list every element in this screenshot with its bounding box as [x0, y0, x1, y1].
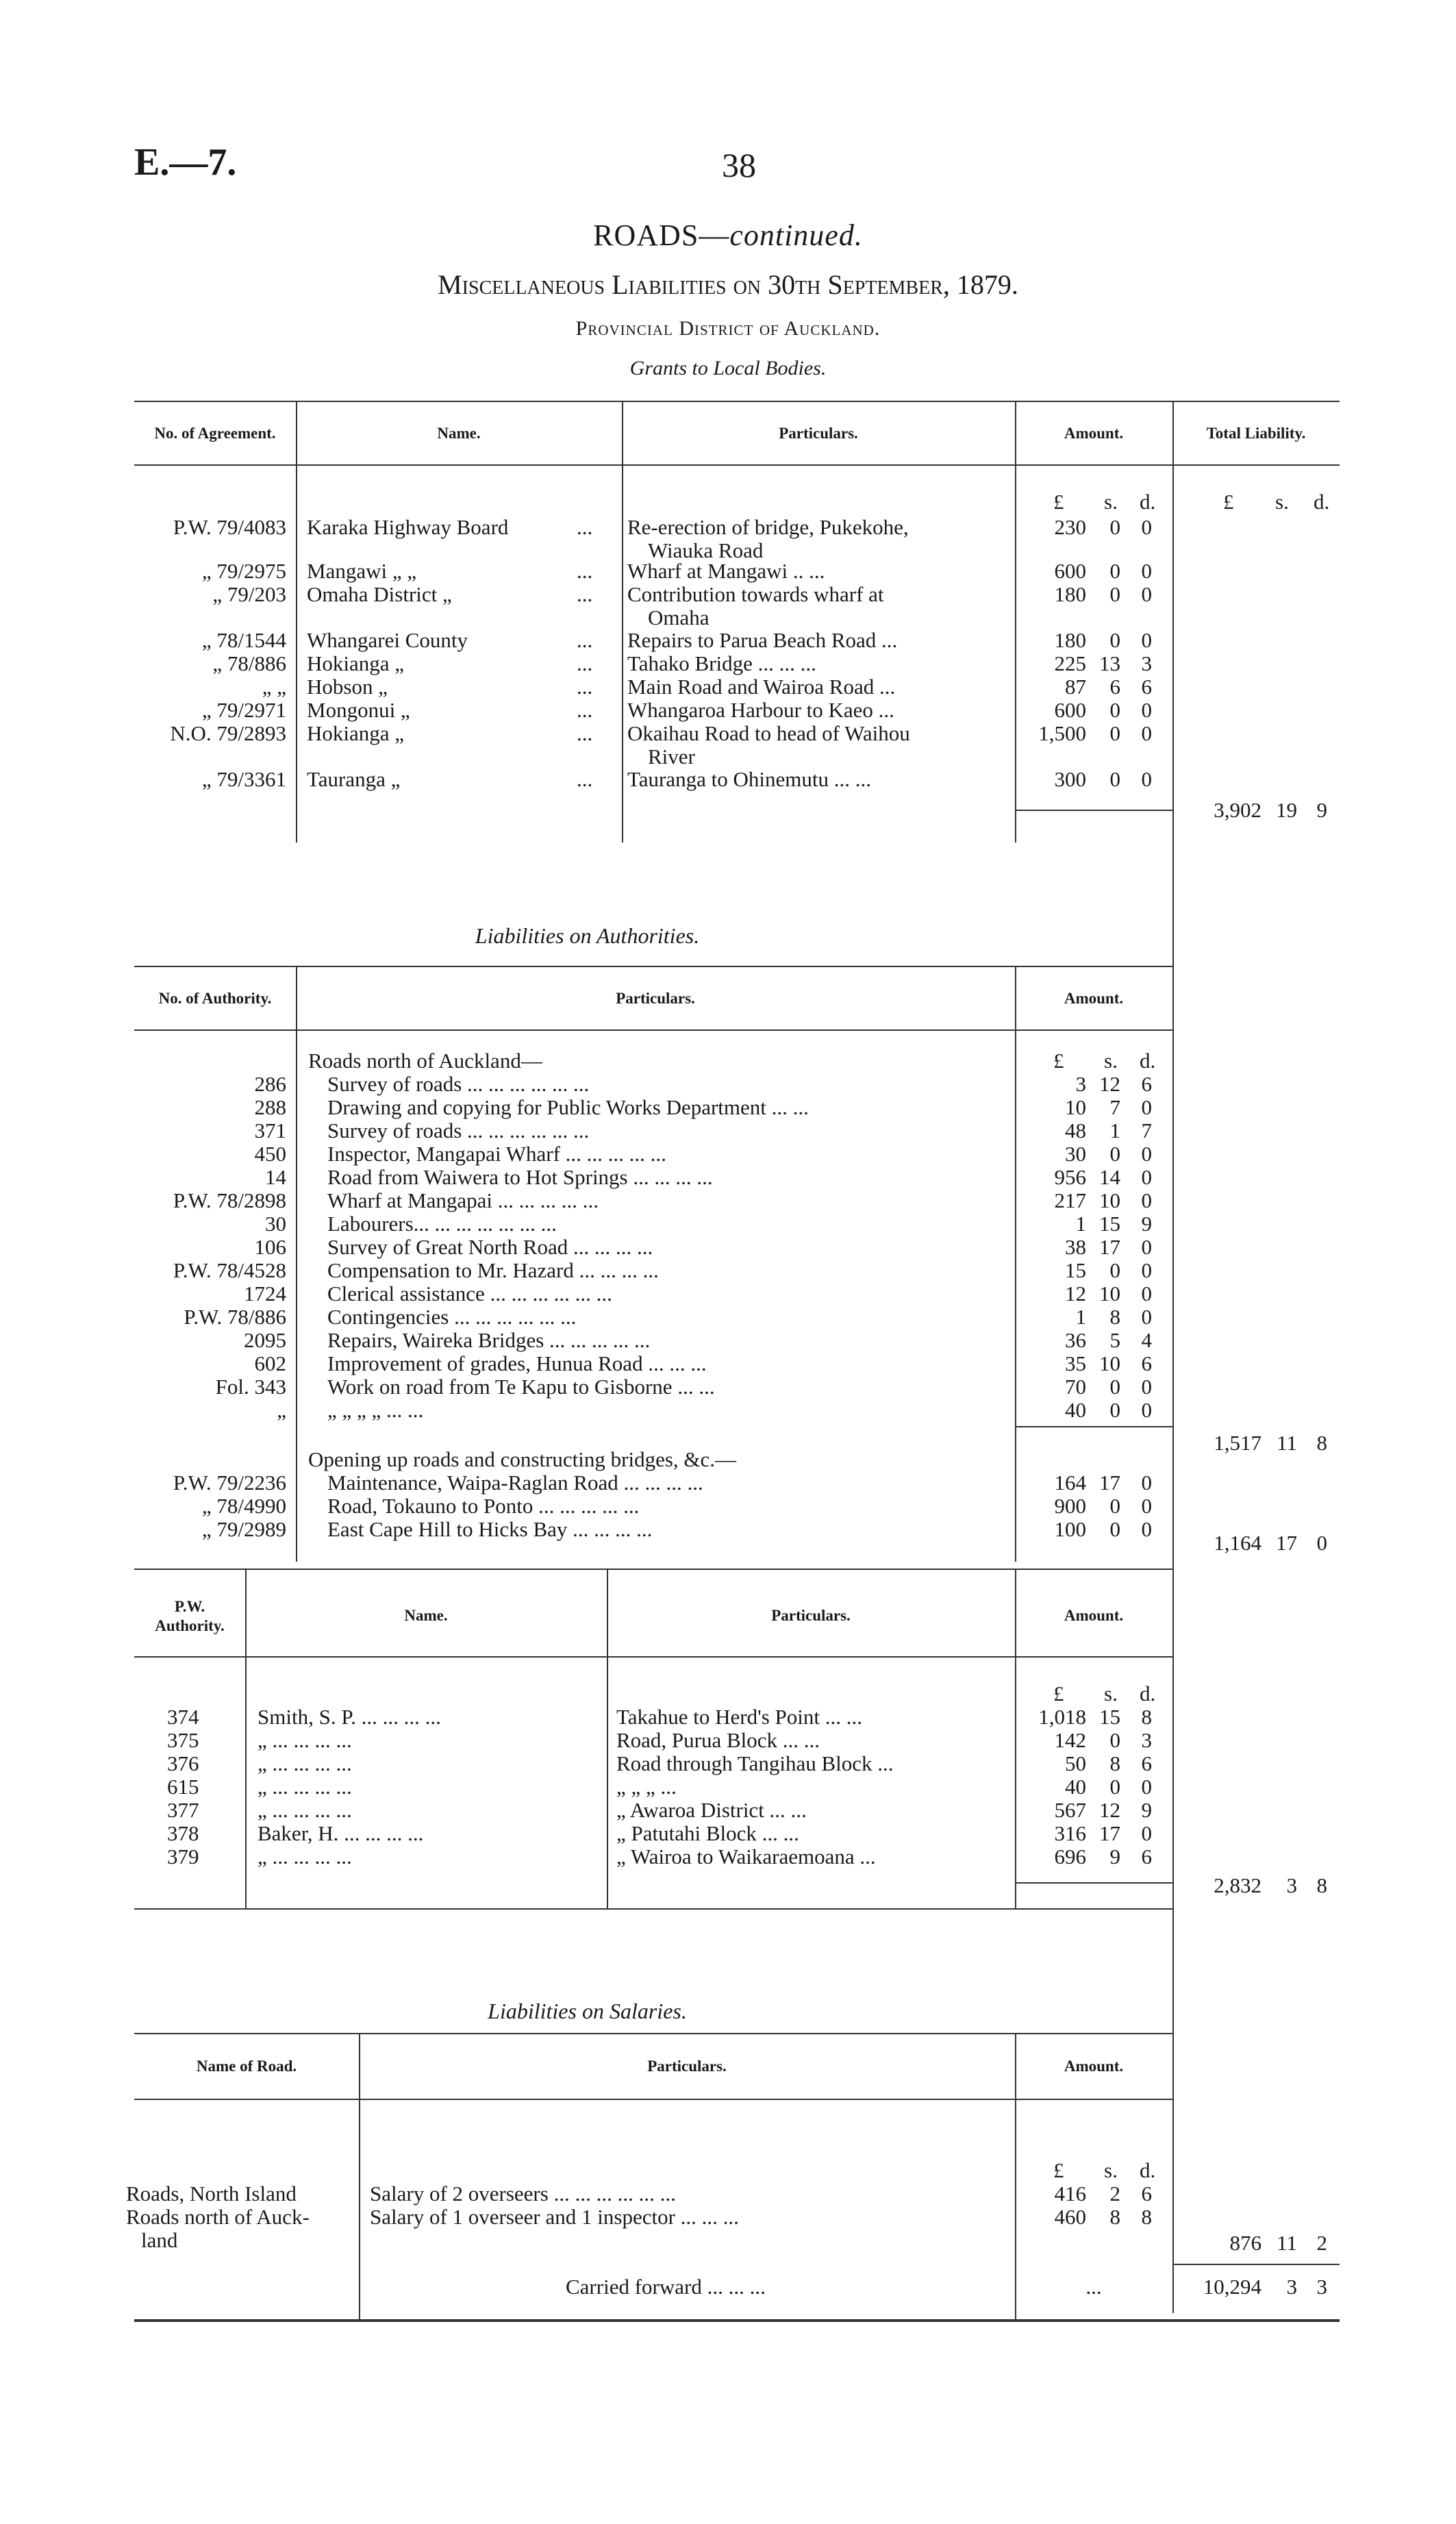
pw-particulars: Road through Tangihau Block ... — [616, 1751, 894, 1775]
authority-amount-pounds: 40 — [1065, 1398, 1086, 1422]
authority-amount-pounds: 164 — [1054, 1471, 1086, 1495]
pw-amount-shillings: 0 — [1109, 1775, 1120, 1799]
pw-amount-pence: 8 — [1141, 1705, 1152, 1729]
authority-particulars: Road, Tokauno to Ponto ... ... ... ... ... — [327, 1494, 640, 1518]
authority-amount-shillings: 14 — [1099, 1165, 1120, 1189]
pw-name: Baker, H. ... ... ... ... — [258, 1821, 424, 1845]
report-code: E.—7. — [134, 141, 237, 184]
pw-amount-shillings: 17 — [1099, 1821, 1120, 1845]
col-header-agreement: No. of Agreement. — [154, 425, 276, 442]
authority-particulars: East Cape Hill to Hicks Bay ... ... ... ... — [327, 1517, 653, 1541]
pw-total-pence: 8 — [1316, 1873, 1327, 1897]
authority-no: 288 — [254, 1095, 286, 1119]
pw-amount-pence: 0 — [1141, 1775, 1152, 1799]
grants-total-pounds: 3,902 — [1214, 798, 1262, 822]
authority-amount-pounds: 30 — [1065, 1142, 1086, 1166]
auth-currency-pence: d. — [1140, 1049, 1156, 1073]
agreement-no: „ 79/3361 — [201, 767, 286, 791]
sal-currency-pound: £ — [1053, 2158, 1064, 2182]
authority-amount-pence: 0 — [1141, 1282, 1152, 1305]
authorities-section-title: Liabilities on Authorities. — [475, 923, 700, 948]
agreement-no: N.O. 79/2893 — [170, 721, 286, 745]
grant-amount-shillings: 6 — [1109, 675, 1120, 699]
agreement-no: „ 78/886 — [212, 651, 286, 675]
pw-currency-pound: £ — [1053, 1682, 1064, 1705]
pw-amount-pounds: 50 — [1065, 1751, 1086, 1775]
carried-forward-pounds: 10,294 — [1203, 2275, 1262, 2299]
grant-amount-pence: 0 — [1141, 582, 1152, 606]
authority-no: 286 — [254, 1072, 286, 1096]
authority-amount-pounds: 12 — [1065, 1282, 1086, 1305]
salary-amount-pounds: 460 — [1054, 2205, 1086, 2229]
currency-pound: £ — [1053, 490, 1064, 514]
grantee-name: Mongonui „ — [307, 698, 410, 722]
authority-amount-pounds: 10 — [1065, 1095, 1086, 1119]
authority-particulars: Improvement of grades, Hunua Road ... ... ... — [327, 1351, 707, 1375]
grant-particulars: Whangaroa Harbour to Kaeo ... — [627, 698, 894, 722]
authority-no: 2095 — [244, 1328, 286, 1352]
grant-amount-pounds: 180 — [1054, 628, 1086, 652]
pw-name: „ ... ... ... ... — [258, 1798, 352, 1822]
authority-amount-shillings: 10 — [1099, 1282, 1120, 1305]
auth-group2-total-pounds: 1,164 — [1214, 1531, 1262, 1555]
auth-currency-pound: £ — [1053, 1049, 1064, 1073]
authority-amount-pounds: 36 — [1065, 1328, 1086, 1352]
authority-amount-pence: 0 — [1141, 1305, 1152, 1329]
authority-amount-shillings: 15 — [1099, 1212, 1120, 1236]
authority-no: P.W. 78/2898 — [173, 1188, 286, 1212]
pw-amount-pounds: 567 — [1054, 1798, 1086, 1822]
agreement-no: P.W. 79/4083 — [173, 515, 286, 539]
grantee-name: Omaha District „ — [307, 582, 452, 606]
pw-currency-pence: d. — [1140, 1682, 1156, 1705]
authority-amount-shillings: 8 — [1109, 1305, 1120, 1329]
auth-group1-total-shillings: 11 — [1277, 1431, 1297, 1455]
salary-amount-pence: 8 — [1141, 2205, 1152, 2229]
col-header-sal-name: Name of Road. — [196, 2058, 297, 2075]
col-header-total: Total Liability. — [1206, 425, 1306, 442]
authority-no: P.W. 79/2236 — [173, 1471, 286, 1495]
salary-particulars: Salary of 2 overseers ... ... ... ... ... ... — [370, 2182, 676, 2206]
col-header-amount: Amount. — [1064, 425, 1124, 442]
col-header-particulars: Particulars. — [779, 425, 858, 442]
grantee-name: Karaka Highway Board — [307, 515, 509, 539]
pw-name: „ ... ... ... ... — [258, 1751, 352, 1775]
grantee-name: Mangawi „ „ — [307, 559, 417, 583]
grant-particulars-cont: Omaha — [648, 605, 710, 629]
grant-amount-pounds: 225 — [1054, 651, 1086, 675]
pw-amount-pence: 6 — [1141, 1751, 1152, 1775]
col-header-pw-amount: Amount. — [1064, 1607, 1124, 1624]
authority-particulars: Survey of roads ... ... ... ... ... ... — [327, 1119, 590, 1142]
authority-no: P.W. 78/886 — [184, 1305, 286, 1329]
grants-total-pence: 9 — [1316, 798, 1327, 822]
pw-currency-shilling: s. — [1104, 1682, 1118, 1705]
pw-name: „ ... ... ... ... — [258, 1775, 352, 1799]
authority-amount-pence: 0 — [1141, 1471, 1152, 1495]
page-number: 38 — [722, 146, 756, 184]
authority-amount-pence: 0 — [1141, 1258, 1152, 1282]
auth-group1-total-pounds: 1,517 — [1214, 1431, 1262, 1455]
grantee-name: Tauranga „ — [307, 767, 401, 791]
authority-no: Fol. 343 — [215, 1375, 286, 1399]
authority-amount-shillings: 12 — [1099, 1072, 1120, 1096]
auth-group1-total-pence: 8 — [1316, 1431, 1327, 1455]
grants-section-title: Grants to Local Bodies. — [629, 357, 827, 379]
pw-amount-shillings: 9 — [1109, 1845, 1120, 1869]
grant-particulars: Tauranga to Ohinemutu ... ... — [627, 767, 871, 791]
salary-amount-pence: 6 — [1141, 2182, 1152, 2206]
pw-amount-pounds: 1,018 — [1038, 1705, 1086, 1729]
grant-amount-pounds: 230 — [1054, 515, 1086, 539]
page-subtitle: Miscellaneous Liabilities on 30th September, 1879. — [438, 269, 1018, 300]
pw-name: „ ... ... ... ... — [258, 1845, 352, 1869]
pw-authority-no: 378 — [167, 1821, 199, 1845]
col-header-pw-name: Name. — [404, 1607, 448, 1624]
col-header-auth-amount: Amount. — [1064, 990, 1124, 1007]
authority-amount-shillings: 0 — [1109, 1494, 1120, 1518]
authority-amount-pence: 6 — [1141, 1072, 1152, 1096]
authority-amount-pounds: 956 — [1054, 1165, 1086, 1189]
authority-particulars: Work on road from Te Kapu to Gisborne ... ... — [327, 1375, 715, 1399]
agreement-no: „ 79/203 — [212, 582, 286, 606]
name-leader-dots: ... — [577, 582, 593, 606]
authority-amount-pence: 0 — [1141, 1142, 1152, 1166]
pw-particulars: „ Awaroa District ... ... — [616, 1798, 807, 1822]
authority-amount-shillings: 17 — [1099, 1471, 1120, 1495]
grant-amount-shillings: 0 — [1109, 628, 1120, 652]
authority-amount-pounds: 35 — [1065, 1351, 1086, 1375]
pw-name: „ ... ... ... ... — [258, 1728, 352, 1752]
grant-particulars: Repairs to Parua Beach Road ... — [627, 628, 898, 652]
pw-authority-no: 375 — [167, 1728, 199, 1752]
district-title: Provincial District of Auckland. — [575, 317, 881, 340]
authority-amount-pence: 4 — [1141, 1328, 1152, 1352]
authority-particulars: Road from Waiwera to Hot Springs ... ... ... ... — [327, 1165, 713, 1189]
authority-amount-pence: 0 — [1141, 1494, 1152, 1518]
grant-amount-pounds: 600 — [1054, 559, 1086, 583]
authority-particulars: „ „ „ „ ... ... — [327, 1398, 424, 1422]
authority-amount-pence: 0 — [1141, 1095, 1152, 1119]
auth-group2-total-shillings: 17 — [1276, 1531, 1297, 1555]
authority-amount-pence: 0 — [1141, 1165, 1152, 1189]
authority-amount-shillings: 17 — [1099, 1235, 1120, 1259]
salary-amount-shillings: 8 — [1109, 2205, 1120, 2229]
pw-total-pounds: 2,832 — [1214, 1873, 1262, 1897]
authority-particulars: Labourers... ... ... ... ... ... ... — [327, 1212, 557, 1236]
authority-no: „ — [277, 1398, 286, 1422]
authority-amount-shillings: 10 — [1099, 1188, 1120, 1212]
pw-amount-shillings: 12 — [1099, 1798, 1120, 1822]
group1-title: Roads north of Auckland— — [308, 1049, 542, 1073]
salary-road-name: Roads north of Auck- — [126, 2205, 310, 2229]
grant-particulars: Tahako Bridge ... ... ... — [627, 651, 816, 675]
grant-amount-pence: 0 — [1141, 767, 1152, 791]
grant-amount-pounds: 600 — [1054, 698, 1086, 722]
carried-forward-pence: 3 — [1316, 2275, 1327, 2299]
page-title: ROADS—continued. — [593, 218, 863, 252]
pw-amount-shillings: 8 — [1109, 1751, 1120, 1775]
pw-amount-pence: 0 — [1141, 1821, 1152, 1845]
grant-particulars: Okaihau Road to head of Waihou — [627, 721, 910, 745]
pw-name: Smith, S. P. ... ... ... ... — [258, 1705, 441, 1729]
auth-group2-total-pence: 0 — [1316, 1531, 1327, 1555]
authority-particulars: Wharf at Mangapai ... ... ... ... ... — [327, 1188, 599, 1212]
col-header-authority: No. of Authority. — [158, 990, 272, 1007]
currency-pence: d. — [1140, 490, 1156, 514]
grant-amount-pence: 0 — [1141, 515, 1152, 539]
pw-amount-pence: 9 — [1141, 1798, 1152, 1822]
grantee-name: Hokianga „ — [307, 721, 405, 745]
authority-no: 371 — [254, 1119, 286, 1142]
grant-amount-pounds: 1,500 — [1038, 721, 1086, 745]
authority-no: 1724 — [244, 1282, 286, 1305]
grants-total-shillings: 19 — [1276, 798, 1297, 822]
salary-road-name: Roads, North Island — [126, 2182, 297, 2206]
authority-particulars: Contingencies ... ... ... ... ... ... — [327, 1305, 577, 1329]
authority-amount-shillings: 0 — [1109, 1375, 1120, 1399]
pw-particulars: Takahue to Herd's Point ... ... — [616, 1705, 862, 1729]
authority-particulars: Compensation to Mr. Hazard ... ... ... ... — [327, 1258, 659, 1282]
authority-no: 450 — [254, 1142, 286, 1166]
pw-authority-no: 376 — [167, 1751, 199, 1775]
col-header-pw-authority: P.W. Authority. — [155, 1598, 225, 1634]
authority-amount-pounds: 1 — [1075, 1305, 1086, 1329]
pw-amount-shillings: 0 — [1109, 1728, 1120, 1752]
salary-particulars: Salary of 1 overseer and 1 inspector ... ... ... — [370, 2205, 739, 2229]
grantee-name: Whangarei County — [307, 628, 468, 652]
authority-particulars: Maintenance, Waipa-Raglan Road ... ... ... ... — [327, 1471, 703, 1495]
name-leader-dots: ... — [577, 675, 593, 699]
authority-amount-pounds: 100 — [1054, 1517, 1086, 1541]
pw-authority-no: 377 — [167, 1798, 199, 1822]
grant-amount-pounds: 180 — [1054, 582, 1086, 606]
sal-total-shillings: 11 — [1277, 2231, 1297, 2255]
grant-amount-pence: 6 — [1141, 675, 1152, 699]
authority-particulars: Survey of roads ... ... ... ... ... ... — [327, 1072, 590, 1096]
pw-authority-no: 615 — [167, 1775, 199, 1799]
pw-particulars: Road, Purua Block ... ... — [616, 1728, 820, 1752]
grant-particulars: Re-erection of bridge, Pukekohe, — [627, 515, 909, 539]
pw-amount-pounds: 316 — [1054, 1821, 1086, 1845]
name-leader-dots: ... — [577, 767, 593, 791]
salaries-section-title: Liabilities on Salaries. — [488, 1999, 687, 2023]
name-leader-dots: ... — [577, 559, 593, 583]
col-header-pw-particulars: Particulars. — [771, 1607, 851, 1624]
authority-no: „ 78/4990 — [201, 1494, 286, 1518]
grant-amount-pence: 0 — [1141, 628, 1152, 652]
grant-amount-shillings: 0 — [1109, 559, 1120, 583]
grant-amount-pounds: 87 — [1065, 675, 1086, 699]
authority-amount-pence: 9 — [1141, 1212, 1152, 1236]
auth-currency-shilling: s. — [1104, 1049, 1118, 1073]
authority-amount-pounds: 3 — [1075, 1072, 1086, 1096]
col-header-name: Name. — [437, 425, 481, 442]
carried-forward-dots: ... — [1085, 2275, 1102, 2299]
authority-amount-pence: 0 — [1141, 1188, 1152, 1212]
grant-particulars-cont: River — [648, 745, 695, 769]
pw-amount-pounds: 40 — [1065, 1775, 1086, 1799]
authority-particulars: Clerical assistance ... ... ... ... ... ... — [327, 1282, 612, 1305]
authority-particulars: Drawing and copying for Public Works Department ... ... — [327, 1095, 809, 1119]
authority-amount-pence: 7 — [1141, 1119, 1152, 1142]
pw-amount-pounds: 696 — [1054, 1845, 1086, 1869]
grant-amount-pence: 3 — [1141, 651, 1152, 675]
sal-total-pounds: 876 — [1229, 2231, 1262, 2255]
salary-amount-pounds: 416 — [1054, 2182, 1086, 2206]
grant-amount-pence: 0 — [1141, 721, 1152, 745]
grant-amount-shillings: 13 — [1099, 651, 1120, 675]
pw-particulars: „ „ „ ... — [616, 1775, 677, 1799]
authority-no: 30 — [265, 1212, 286, 1236]
grant-particulars: Contribution towards wharf at — [627, 582, 884, 606]
col-header-sal-amount: Amount. — [1064, 2058, 1124, 2075]
total-currency-pence: d. — [1314, 490, 1330, 514]
agreement-no: „ „ — [262, 675, 286, 699]
authority-no: „ 79/2989 — [201, 1517, 286, 1541]
group2-title: Opening up roads and constructing bridges, &c.— — [308, 1447, 737, 1471]
name-leader-dots: ... — [577, 721, 593, 745]
authority-amount-pounds: 48 — [1065, 1119, 1086, 1142]
total-currency-pound: £ — [1223, 490, 1234, 514]
authority-amount-shillings: 0 — [1109, 1258, 1120, 1282]
grant-amount-shillings: 0 — [1109, 582, 1120, 606]
pw-amount-pence: 3 — [1141, 1728, 1152, 1752]
authority-no: 14 — [265, 1165, 286, 1189]
grantee-name: Hobson „ — [307, 675, 388, 699]
col-header-auth-particulars: Particulars. — [616, 990, 695, 1007]
agreement-no: „ 79/2971 — [201, 698, 286, 722]
sal-total-pence: 2 — [1316, 2231, 1327, 2255]
grantee-name: Hokianga „ — [307, 651, 405, 675]
authority-particulars: Repairs, Waireka Bridges ... ... ... ... ... — [327, 1328, 651, 1352]
col-header-sal-particulars: Particulars. — [647, 2058, 727, 2075]
grant-amount-shillings: 0 — [1109, 767, 1120, 791]
grant-amount-shillings: 0 — [1109, 515, 1120, 539]
authority-amount-shillings: 7 — [1109, 1095, 1120, 1119]
authority-amount-pence: 0 — [1141, 1517, 1152, 1541]
authority-amount-pence: 0 — [1141, 1375, 1152, 1399]
authority-amount-shillings: 0 — [1109, 1142, 1120, 1166]
pw-amount-pounds: 142 — [1054, 1728, 1086, 1752]
grant-amount-shillings: 0 — [1109, 721, 1120, 745]
salary-road-name-cont: land — [141, 2228, 178, 2252]
pw-amount-shillings: 15 — [1099, 1705, 1120, 1729]
authority-no: 106 — [254, 1235, 286, 1259]
pw-particulars: „ Patutahi Block ... ... — [616, 1821, 799, 1845]
authority-amount-pence: 0 — [1141, 1398, 1152, 1422]
authority-amount-shillings: 5 — [1109, 1328, 1120, 1352]
pw-authority-no: 374 — [167, 1705, 199, 1729]
grant-particulars: Main Road and Wairoa Road ... — [627, 675, 896, 699]
authority-amount-pounds: 70 — [1065, 1375, 1086, 1399]
authority-particulars: Survey of Great North Road ... ... ... ... — [327, 1235, 653, 1259]
authority-amount-pounds: 900 — [1054, 1494, 1086, 1518]
carried-forward-shillings: 3 — [1286, 2275, 1297, 2299]
pw-amount-pence: 6 — [1141, 1845, 1152, 1869]
pw-particulars: „ Wairoa to Waikaraemoana ... — [616, 1845, 876, 1869]
authority-amount-pence: 6 — [1141, 1351, 1152, 1375]
authority-amount-shillings: 1 — [1109, 1119, 1120, 1142]
authority-amount-shillings: 0 — [1109, 1398, 1120, 1422]
authority-amount-pounds: 15 — [1065, 1258, 1086, 1282]
grant-particulars-cont: Wiauka Road — [648, 538, 764, 562]
authority-no: 602 — [254, 1351, 286, 1375]
authority-particulars: Inspector, Mangapai Wharf ... ... ... ... ... — [327, 1142, 666, 1166]
name-leader-dots: ... — [577, 628, 593, 652]
pw-total-shillings: 3 — [1286, 1873, 1297, 1897]
grant-amount-shillings: 0 — [1109, 698, 1120, 722]
currency-shilling: s. — [1104, 490, 1118, 514]
agreement-no: „ 79/2975 — [201, 559, 286, 583]
name-leader-dots: ... — [577, 515, 593, 539]
agreement-no: „ 78/1544 — [201, 628, 286, 652]
grant-particulars: Wharf at Mangawi .. ... — [627, 559, 825, 583]
grant-amount-pence: 0 — [1141, 559, 1152, 583]
authority-amount-pounds: 1 — [1075, 1212, 1086, 1236]
name-leader-dots: ... — [577, 698, 593, 722]
sal-currency-pence: d. — [1140, 2158, 1156, 2182]
authority-amount-shillings: 0 — [1109, 1517, 1120, 1541]
grant-amount-pounds: 300 — [1054, 767, 1086, 791]
authority-no: P.W. 78/4528 — [173, 1258, 286, 1282]
total-currency-shilling: s. — [1275, 490, 1289, 514]
name-leader-dots: ... — [577, 651, 593, 675]
salary-amount-shillings: 2 — [1109, 2182, 1120, 2206]
sal-currency-shilling: s. — [1104, 2158, 1118, 2182]
carried-forward-label: Carried forward ... ... ... — [566, 2275, 766, 2299]
grant-amount-pence: 0 — [1141, 698, 1152, 722]
authority-amount-pounds: 217 — [1054, 1188, 1086, 1212]
authority-amount-pounds: 38 — [1065, 1235, 1086, 1259]
pw-authority-no: 379 — [167, 1845, 199, 1869]
authority-amount-shillings: 10 — [1099, 1351, 1120, 1375]
authority-amount-pence: 0 — [1141, 1235, 1152, 1259]
